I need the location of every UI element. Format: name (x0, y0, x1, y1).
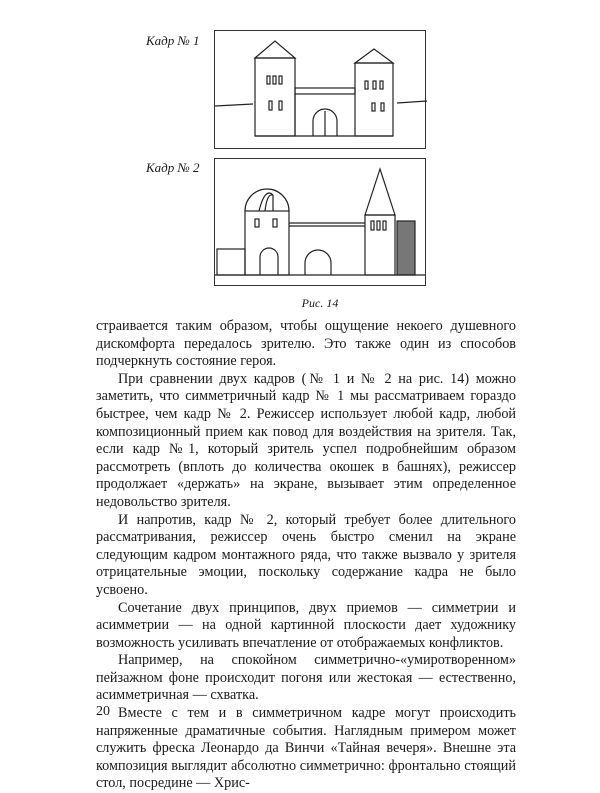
paragraph: Вместе с тем и в симметричном кадре могут происходить напряженные драматичные события. Наглядным примером может служить фреска Леонардо да Винчи «Тайная вечеря». Внешне эта композиция выглядит абсолютно симметрично: фронтально стоящий стол, посредине — Хрис- (96, 705, 516, 792)
paragraph: Сочетание двух принципов, двух приемов — симметрии и асимметрии — на одной картинной плоскости дает художнику возможность усиливать впечатление от отображаемых конфликтов. (96, 599, 516, 651)
symmetric-castle-illustration (215, 31, 427, 150)
frame2-label: Кадр № 2 (146, 160, 200, 175)
paragraph: страивается таким образом, чтобы ощущение некоего душевного дискомфорта передалось зрителю. Это также один из способов подчеркнуть состояние героя. (96, 318, 516, 370)
paragraph: При сравнении двух кадров (№ 1 и № 2 на рис. 14) можно заметить, что симметричный кадр № 1 мы рассматриваем гораздо быстрее, чем кадр № 2. Режиссер использует любой кадр, любой композиционный прием как повод для воздействия на зрителя. Так, если кадр №1, который зритель успел подробнейшим образом рассмотреть (вплоть до количества окошек в башнях), режиссер продолжает «держать» на экране, вызывает этим определенное недовольство зрителя. (96, 370, 516, 510)
body-text (96, 318, 516, 793)
frame1-drawing (214, 30, 426, 149)
paragraph: И напротив, кадр № 2, который требует более длительного рассматривания, режиссер очень быстро сменил на экране следующим кадром монтажного ряда, что также вызвало у зрителя отрицательные эмоции, поскольку содержание кадра не было усвоено. (96, 511, 516, 598)
paragraph: Например, на спокойном симметрично-«умиротворенном» пейзажном фоне происходит погоня или жестокая — естественно, асимметричная — схватка. (96, 652, 516, 704)
frame2-drawing (214, 158, 426, 286)
asymmetric-castle-illustration (215, 159, 427, 287)
figure-caption: Рис. 14 (301, 296, 339, 310)
frame1-label: Кадр № 1 (146, 33, 200, 48)
page-number: 20 (96, 704, 110, 719)
